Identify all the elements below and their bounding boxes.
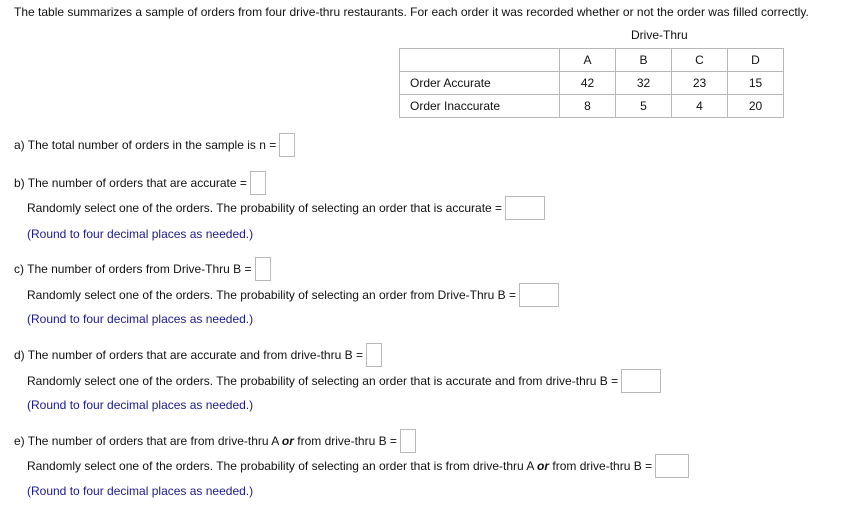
question-e-prob xyxy=(27,454,689,478)
drive-thru-group-label: Drive-Thru xyxy=(631,28,688,42)
column-header-d: D xyxy=(728,49,784,72)
question-e-text-post: from drive-thru B = xyxy=(293,434,397,448)
table-cell: 20 xyxy=(728,95,784,118)
question-d xyxy=(14,343,382,367)
question-c xyxy=(14,257,271,281)
question-e-round-note: (Round to four decimal places as needed.) xyxy=(27,484,254,498)
table-row xyxy=(400,72,784,95)
answer-e-prob-input[interactable] xyxy=(655,454,689,478)
answer-b-prob-input[interactable] xyxy=(505,196,545,220)
table-row xyxy=(400,95,784,118)
column-header-a: A xyxy=(560,49,616,72)
answer-d-prob-input[interactable] xyxy=(621,369,661,393)
table-cell: 23 xyxy=(672,72,728,95)
orders-table xyxy=(399,48,784,118)
table-cell: 32 xyxy=(616,72,672,95)
question-a-text: a) The total number of orders in the sample is n = xyxy=(14,138,277,152)
question-c-prob-text: Randomly select one of the orders. The probability of selecting an order from Drive-Thru B = xyxy=(27,288,517,302)
question-e-prob-or-emphasis: or xyxy=(537,459,550,473)
question-d-round-note: (Round to four decimal places as needed.) xyxy=(27,398,254,412)
question-e-or-emphasis: or xyxy=(281,434,294,448)
table-cell: 8 xyxy=(560,95,616,118)
column-header-b: B xyxy=(616,49,672,72)
question-c-text: c) The number of orders from Drive-Thru B = xyxy=(14,262,252,276)
answer-c-prob-input[interactable] xyxy=(519,283,559,307)
question-e-prob-pre: Randomly select one of the orders. The probability of selecting an order that is from drive-thru A xyxy=(27,459,538,473)
question-e-prob-text xyxy=(27,459,652,473)
answer-d-count-input[interactable] xyxy=(366,343,382,367)
question-d-text: d) The number of orders that are accurate and from drive-thru B = xyxy=(14,348,363,362)
row-label-accurate: Order Accurate xyxy=(400,72,560,95)
answer-a-total-input[interactable] xyxy=(279,133,295,157)
question-e-text xyxy=(14,434,397,448)
question-b-prob xyxy=(27,196,545,220)
question-e-text-pre: e) The number of orders that are from drive-thru A xyxy=(14,434,282,448)
question-b-prob-text: Randomly select one of the orders. The probability of selecting an order that is accurate = xyxy=(27,201,503,215)
answer-b-count-input[interactable] xyxy=(250,171,266,195)
table-corner-cell xyxy=(400,49,560,72)
question-d-prob-text: Randomly select one of the orders. The probability of selecting an order that is accurate and from drive-thru B = xyxy=(27,374,619,388)
table-cell: 4 xyxy=(672,95,728,118)
question-c-round-note: (Round to four decimal places as needed.) xyxy=(27,312,254,326)
table-cell: 42 xyxy=(560,72,616,95)
table-cell: 15 xyxy=(728,72,784,95)
answer-e-count-input[interactable] xyxy=(400,429,416,453)
column-header-c: C xyxy=(672,49,728,72)
answer-c-count-input[interactable] xyxy=(255,257,271,281)
question-d-prob xyxy=(27,369,661,393)
question-a xyxy=(14,133,295,157)
question-b-round-note: (Round to four decimal places as needed.) xyxy=(27,227,254,241)
question-e xyxy=(14,429,416,453)
intro-text: The table summarizes a sample of orders from four drive-thru restaurants. For each order it was recorded whether or not the order was filled correctly. xyxy=(14,5,809,19)
question-b-text: b) The number of orders that are accurate = xyxy=(14,176,247,190)
question-c-prob xyxy=(27,283,559,307)
question-b xyxy=(14,171,266,195)
table-cell: 5 xyxy=(616,95,672,118)
row-label-inaccurate: Order Inaccurate xyxy=(400,95,560,118)
question-e-prob-post: from drive-thru B = xyxy=(549,459,653,473)
table-header-row xyxy=(400,49,784,72)
